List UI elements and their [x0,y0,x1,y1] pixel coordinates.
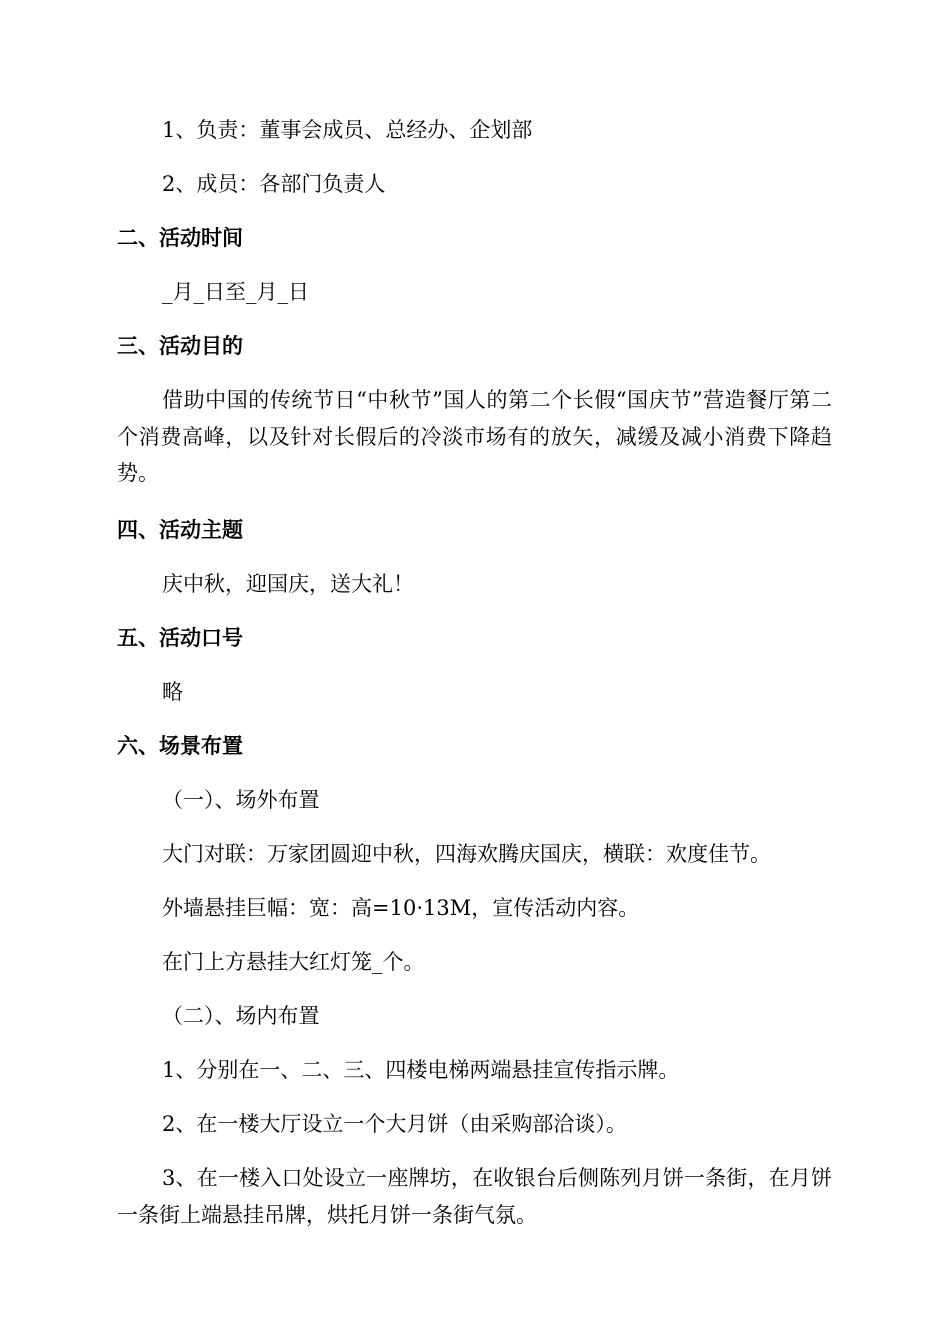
section-heading-theme: 四、活动主题 [117,518,243,542]
outside-setup-title: （一）、场外布置 [162,788,320,812]
section-heading-purpose: 三、活动目的 [117,334,243,358]
outside-item-lanterns: 在门上方悬挂大红灯笼_个。 [162,950,425,974]
time-line: _月_日至_月_日 [162,280,309,304]
inside-item-2: 2、在一楼大厅设立一个大月饼（由采购部洽谈）。 [162,1112,627,1136]
inside-setup-title: （二）、场内布置 [162,1004,320,1028]
theme-line: 庆中秋，迎国庆，送大礼！ [162,572,414,596]
responsible-line: 1、负责：董事会成员、总经办、企划部 [162,118,533,142]
section-heading-scene: 六、场景布置 [117,734,243,758]
slogan-line: 略 [162,680,183,704]
inside-item-3: 3、在一楼入口处设立一座牌坊，在收银台后侧陈列月饼一条街，在月饼一条街上端悬挂吊牌，烘托月饼一条街气氛。 [117,1166,832,1227]
members-line: 2、成员：各部门负责人 [162,172,386,196]
outside-item-couplet: 大门对联：万家团圆迎中秋，四海欢腾庆国庆，横联：欢度佳节。 [162,842,771,866]
outside-item-banner: 外墙悬挂巨幅：宽：高=10·13M，宣传活动内容。 [162,896,640,920]
section-heading-time: 二、活动时间 [117,226,243,250]
section-heading-slogan: 五、活动口号 [117,626,243,650]
inside-item-1: 1、分别在一、二、三、四楼电梯两端悬挂宣传指示牌。 [162,1058,680,1082]
purpose-paragraph: 借助中国的传统节日“中秋节”国人的第二个长假“国庆节”营造餐厅第二个消费高峰，以及针对长假后的冷淡市场有的放矢，减缓及减小消费下降趋势。 [117,388,832,485]
